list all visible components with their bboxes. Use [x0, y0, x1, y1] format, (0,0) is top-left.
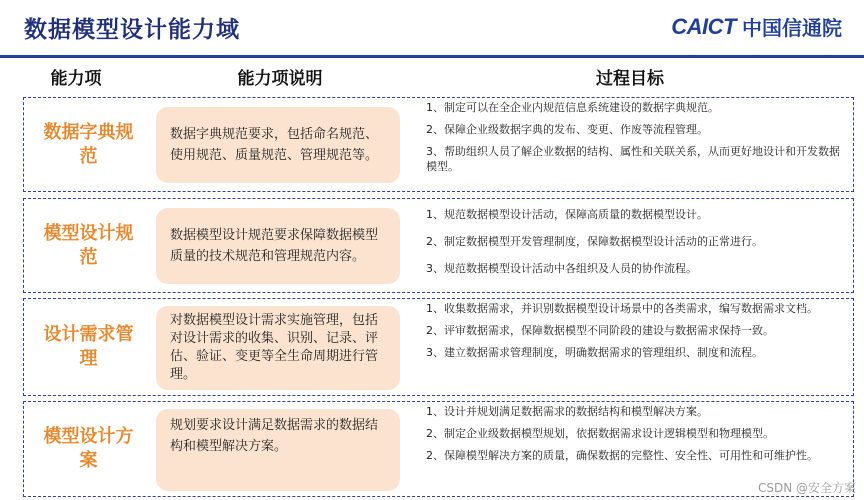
caict-logo: [671, 12, 842, 41]
table-row: [23, 401, 854, 497]
table-header: [0, 64, 864, 92]
capability-description: 数据字典规范要求，包括命名规范、使用规范、质量规范、管理规范等。: [156, 107, 400, 183]
table-row: [23, 97, 854, 192]
capability-name: 模型设计方案: [43, 426, 134, 471]
goal-item: 1、制定可以在全企业内规范信息系统建设的数据字典规范。: [426, 101, 719, 114]
logo-name: 中国信通院: [742, 16, 842, 40]
process-goals: [426, 207, 847, 283]
capability-name: 设计需求管理: [43, 324, 134, 369]
table-row: [23, 298, 854, 396]
watermark: CSDN @安全方案: [757, 481, 856, 495]
header-goals: 过程目标: [596, 69, 664, 89]
goal-item: 1、规范数据模型设计活动，保障高质量的数据模型设计。: [426, 208, 708, 221]
header-capability: 能力项: [50, 69, 102, 89]
goal-item: 3、帮助组织人员了解企业数据的结构、属性和关联关系，从而更好地设计和开发数据模型。: [426, 145, 840, 173]
goal-item: 2、评审数据需求，保障数据模型不同阶段的建设与数据需求保持一致。: [426, 324, 774, 337]
page-title: 数据模型设计能力域: [24, 17, 240, 43]
capability-description: 数据模型设计规范要求保障数据模型质量的技术规范和管理规范内容。: [156, 208, 400, 284]
goal-item: 1、设计并规划满足数据需求的数据结构和模型解决方案。: [426, 405, 708, 418]
goal-item: 2、保障企业级数据字典的发布、变更、作废等流程管理。: [426, 123, 708, 136]
goal-item: 2、制定数据模型开发管理制度，保障数据模型设计活动的正常进行。: [426, 235, 763, 248]
capability-name: 数据字典规范: [43, 121, 134, 167]
goal-item: 1、收集数据需求，并识别数据模型设计场景中的各类需求，编写数据需求文档。: [426, 302, 818, 315]
capability-description: 对数据模型设计需求实施管理，包括对设计需求的收集、识别、记录、评估、验证、变更等全生命周期进行管理。: [156, 306, 400, 390]
title-divider: [0, 55, 864, 58]
capability-name: 模型设计规范: [43, 222, 134, 268]
process-goals: [426, 301, 847, 367]
table-row: [23, 198, 854, 293]
goal-item: 2、制定企业级数据模型规划，依据数据需求设计逻辑模型和物理模型。: [426, 427, 774, 440]
goal-item: 2、保障模型解决方案的质量，确保数据的完整性、安全性、可用性和可维护性。: [426, 449, 818, 462]
process-goals: [426, 404, 847, 470]
logo-mark: CAICT: [671, 13, 736, 39]
goal-item: 3、规范数据模型设计活动中各组织及人员的协作流程。: [426, 262, 697, 275]
capability-description: 规划要求设计满足数据需求的数据结构和模型解决方案。: [156, 409, 400, 491]
process-goals: [426, 100, 847, 181]
header-description: 能力项说明: [237, 69, 323, 89]
goal-item: 3、建立数据需求管理制度，明确数据需求的管理组织、制度和流程。: [426, 346, 763, 359]
